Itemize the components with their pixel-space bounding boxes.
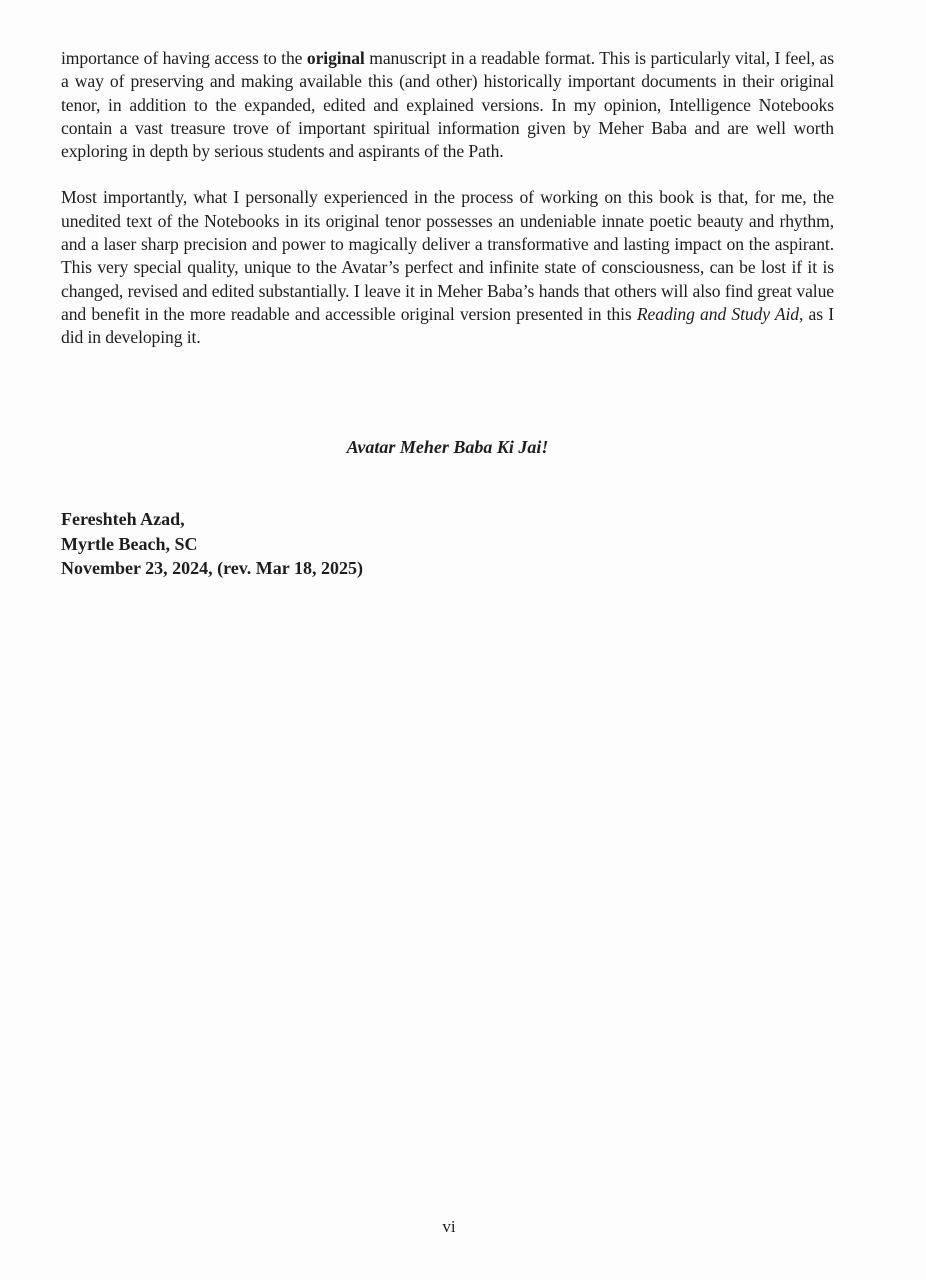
paragraph-2-text-end: , as I did in developing it.	[61, 303, 834, 348]
signature-block	[61, 507, 363, 581]
signature-location: Myrtle Beach, SC	[61, 533, 198, 554]
document-page	[61, 47, 834, 578]
paragraph-2-text-start: Most importantly, what I personally experienced in the process of working on this book is that, for me, the unedited text of the Notebooks in its original tenor possesses an undeniable innate poetic beauty and rhythm, and a laser sharp precision and power to magically deliver a transformative and lasting impact on the aspirant. This very special quality, unique to the Avatar’s perfect and infinite state of consciousness, can be lost if it is changed, revised and edited substantially. I leave it in Meher Baba’s hands that others will also find great value and benefit in the more readable and accessible original version presented in this	[61, 187, 834, 324]
closing-salutation: Avatar Meher Baba Ki Jai!	[346, 437, 549, 457]
body-paragraph-1	[61, 47, 834, 163]
signature-date: November 23, 2024, (rev. Mar 18, 2025)	[61, 558, 363, 578]
paragraph-1-text-end: manuscript in a readable format. This is particularly vital, I feel, as a way of preserving and making available this (and other) historically important documents in their original tenor, in addition to the expanded, edited and explained versions. In my opinion, Intelligence Notebooks contain a vast treasure trove of important spiritual information given by Meher Baba and are well worth exploring in depth by serious students and aspirants of the Path.	[61, 48, 834, 162]
paragraph-1-bold-word: original	[306, 48, 365, 68]
body-paragraph-2	[61, 186, 834, 349]
paragraph-1-text-start: importance of having access to the	[61, 48, 307, 68]
signature-name: Fereshteh Azad,	[61, 509, 185, 529]
paragraph-2-italic-title: Reading and Study Aid	[636, 303, 800, 324]
page-number: vi	[442, 1217, 456, 1236]
